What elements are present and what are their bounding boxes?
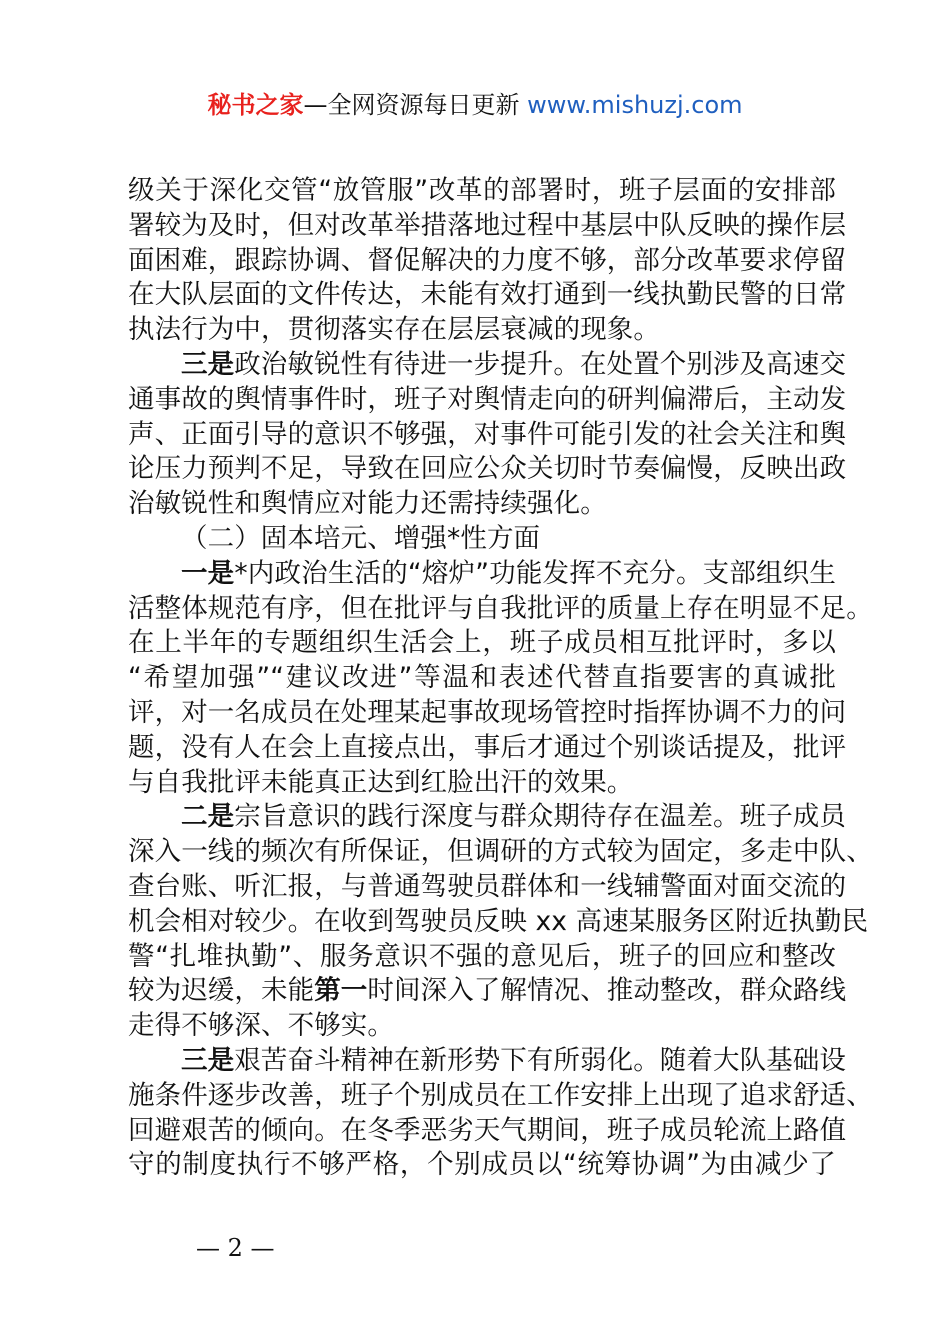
page-number: — 2 —: [196, 1234, 275, 1262]
paragraph-line: 在上半年的专题组织生活会上，班子成员相互批评时，多以: [128, 627, 836, 659]
paragraph-line: 查台账、听汇报，与普通驾驶员群体和一线辅警面对面交流的: [128, 870, 847, 902]
point-label: 三是: [181, 348, 235, 380]
paragraph-line: 治敏锐性和舆情应对能力还需持续强化。: [128, 488, 607, 520]
paragraph-line: “希望加强”“建议改进”等温和表述代替直指要害的真诚批: [128, 662, 836, 694]
paragraph-line: 声、正面引导的意识不够强，对事件可能引发的社会关注和舆: [128, 418, 847, 450]
paragraph-line: 评，对一名成员在处理某起事故现场管控时指挥协调不力的问: [128, 696, 847, 728]
emphasis-text: 第一: [314, 975, 368, 1007]
paragraph-line: 论压力预判不足，导致在回应公众关切时节奏偏慢，反映出政: [128, 453, 847, 485]
paragraph-line: 一是*内政治生活的“熔炉”功能发挥不充分。支部组织生: [181, 557, 836, 589]
banner-dash: —: [303, 91, 328, 119]
paragraph-line: 面困难，跟踪协调、督促解决的力度不够，部分改革要求停留: [128, 244, 847, 276]
paragraph-line: 级关于深化交管“放管服”改革的部署时，班子层面的安排部: [128, 175, 836, 206]
site-banner: [0, 88, 950, 122]
paragraph-line: 走得不够深、不够实。: [128, 1010, 394, 1042]
paragraph-line: 署较为及时，但对改革举措落地过程中基层中队反映的操作层: [128, 209, 847, 241]
paragraph-line: 深入一线的频次有所保证，但调研的方式较为固定，多走中队、: [128, 836, 873, 868]
paragraph-line: 执法行为中，贯彻落实存在层层衰减的现象。: [128, 314, 660, 346]
paragraph-line: 较为迟缓，未能第一时间深入了解情况、推动整改，群众路线: [128, 975, 847, 1007]
paragraph-line: 回避艰苦的倾向。在冬季恶劣天气期间，班子成员轮流上路值: [128, 1114, 847, 1146]
paragraph-line: 机会相对较少。在收到驾驶员反映 xx 高速某服务区附近执勤民: [128, 905, 869, 937]
paragraph-line: 题，没有人在会上直接点出，事后才通过个别谈话提及，批评: [128, 731, 847, 763]
point-label: 二是: [181, 801, 235, 833]
site-url[interactable]: www.mishuzj.com: [527, 91, 743, 119]
point-label: 三是: [181, 1044, 235, 1076]
section-heading: （二）固本培元、增强*性方面: [181, 522, 541, 554]
paragraph-line: 二是宗旨意识的践行深度与群众期待存在温差。班子成员: [181, 801, 847, 833]
paragraph-line: 与自我批评未能真正达到红脸出汗的效果。: [128, 766, 634, 798]
paragraph-line: 警“扎堆执勤”、服务意识不强的意见后，班子的回应和整改: [128, 940, 836, 972]
paragraph-line: 活整体规范有序，但在批评与自我批评的质量上存在明显不足。: [128, 592, 873, 624]
paragraph-line: 施条件逐步改善，班子个别成员在工作安排上出现了追求舒适、: [128, 1079, 873, 1111]
document-body: [128, 174, 873, 1183]
paragraph-line: 三是艰苦奋斗精神在新形势下有所弱化。随着大队基础设: [181, 1044, 847, 1076]
paragraph-line: 三是政治敏锐性有待进一步提升。在处置个别涉及高速交: [181, 348, 847, 380]
banner-slogan: 全网资源每日更新: [327, 91, 520, 119]
paragraph-line: 在大队层面的文件传达，未能有效打通到一线执勤民警的日常: [128, 279, 847, 311]
paragraph-line: 通事故的舆情事件时，班子对舆情走向的研判偏滞后，主动发: [128, 383, 847, 415]
paragraph-line: 守的制度执行不够严格，个别成员以“统筹协调”为由减少了: [128, 1149, 836, 1181]
point-label: 一是: [181, 557, 235, 589]
brand-name: 秘书之家: [207, 91, 304, 119]
